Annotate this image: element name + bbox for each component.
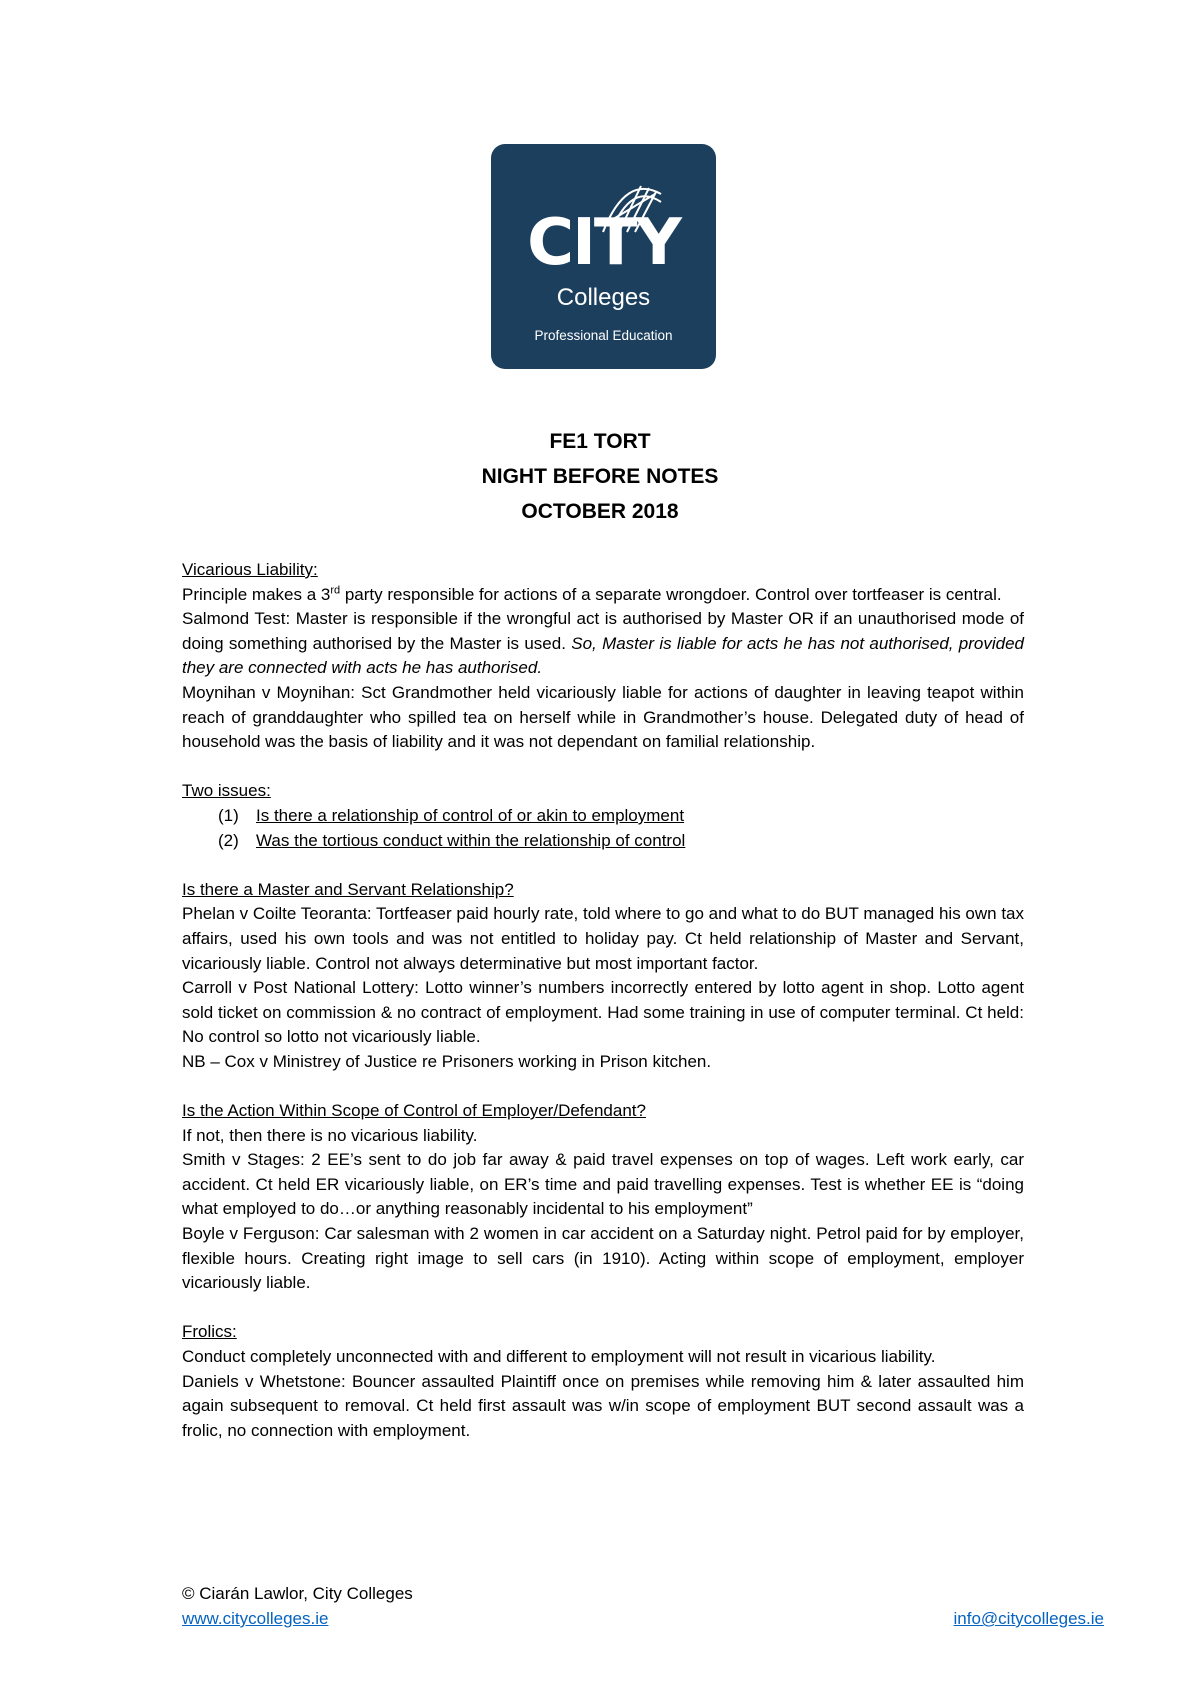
- master-servant-heading: Is there a Master and Servant Relationship?: [182, 879, 514, 899]
- moynihan-case: Moynihan v Moynihan: Sct Grandmother held vicariously liable for actions of daughter in leaving teapot within reach of granddaughter who spilled tea on herself while in Grandmother’s house. Delegated duty of head of household was the basis of liability and it was not dependant on familial relationship.: [182, 682, 1024, 752]
- title-line-1: FE1 TORT: [549, 430, 651, 453]
- daniels-case: Daniels v Whetstone: Bouncer assaulted Plaintiff once on premises while removing him & later assaulted him again subsequent to removal. Ct held first assault was w/in scope of employment BUT second assault was a frolic, no connection with employment.: [182, 1371, 1024, 1440]
- vicarious-heading: Vicarious Liability:: [182, 560, 318, 579]
- document-title: [0, 424, 1200, 529]
- nb-note: NB – Cox v Ministrey of Justice re Prisoners working in Prison kitchen.: [182, 1051, 712, 1071]
- website-link[interactable]: www.citycolleges.ie: [182, 1609, 329, 1628]
- carroll-case: Carroll v Post National Lottery: Lotto winner’s numbers incorrectly entered by lotto agent in shop. Lotto agent sold ticket on commission & no contract of employment. Had some training in use of computer terminal. Ct held: No control so lotto not vicariously liable.: [182, 978, 1024, 1047]
- notes-content: [182, 558, 1024, 1443]
- smith-case: Smith v Stages: 2 EE’s sent to do job far away & paid travel expenses on top of wages. Left work early, car accident. Ct held ER vicariously liable, on ER’s time and paid travelling expenses. Test is whether EE is “doing what employed to do…or anything reasonably incidental to his employment”: [182, 1150, 1024, 1219]
- scope-heading: Is the Action Within Scope of Control of Employer/Defendant?: [182, 1101, 646, 1121]
- logo-brand: CITY: [527, 206, 680, 280]
- salmond-test: Salmond Test: Master is responsible if the wrongful act is authorised by Master OR if an unauthorised mode of doing something authorised by the Master is used. So, Master is liable for acts he has not authorised, provided they are connected with acts he has authorised.: [182, 609, 1025, 678]
- title-line-3: OCTOBER 2018: [521, 500, 679, 523]
- title-line-2: NIGHT BEFORE NOTES: [481, 465, 719, 488]
- logo-tagline: Professional Education: [534, 328, 673, 343]
- frolics-heading: Frolics:: [182, 1322, 237, 1342]
- two-issues-heading: Two issues:: [182, 781, 271, 801]
- frolics-conduct: Conduct completely unconnected with and different to employment will not result in vicarious liability.: [182, 1347, 936, 1366]
- city-colleges-logo: [491, 144, 716, 369]
- logo-subtitle: Colleges: [556, 284, 651, 311]
- boyle-case: Boyle v Ferguson: Car salesman with 2 women in car accident on a Saturday night. Petrol paid for by employer, flexible hours. Creating right image to sell cars (in 1910). Acting within scope of employment, employer vicariously liable.: [182, 1224, 1024, 1293]
- footer-copyright: © Ciarán Lawlor, City Colleges: [182, 1584, 413, 1603]
- issue-item: (2) Was the tortious conduct within the relationship of control: [218, 830, 686, 850]
- email-link[interactable]: info@citycolleges.ie: [953, 1609, 1104, 1628]
- phelan-case: Phelan v Coilte Teoranta: Tortfeaser paid hourly rate, told where to go and what to do BUT managed his own tax affairs, used his own tools and was not entitled to holiday pay. Ct held relationship of Master and Servant, vicariously liable. Control not always determinative but most important factor.: [182, 904, 1025, 973]
- scope-intro: If not, then there is no vicarious liability.: [182, 1125, 478, 1145]
- principle-text: Principle makes a 3rd party responsible for actions of a separate wrongdoer. Control over tortfeaser is central.: [182, 583, 1002, 604]
- issue-item: (1) Is there a relationship of control of or akin to employment: [218, 805, 685, 825]
